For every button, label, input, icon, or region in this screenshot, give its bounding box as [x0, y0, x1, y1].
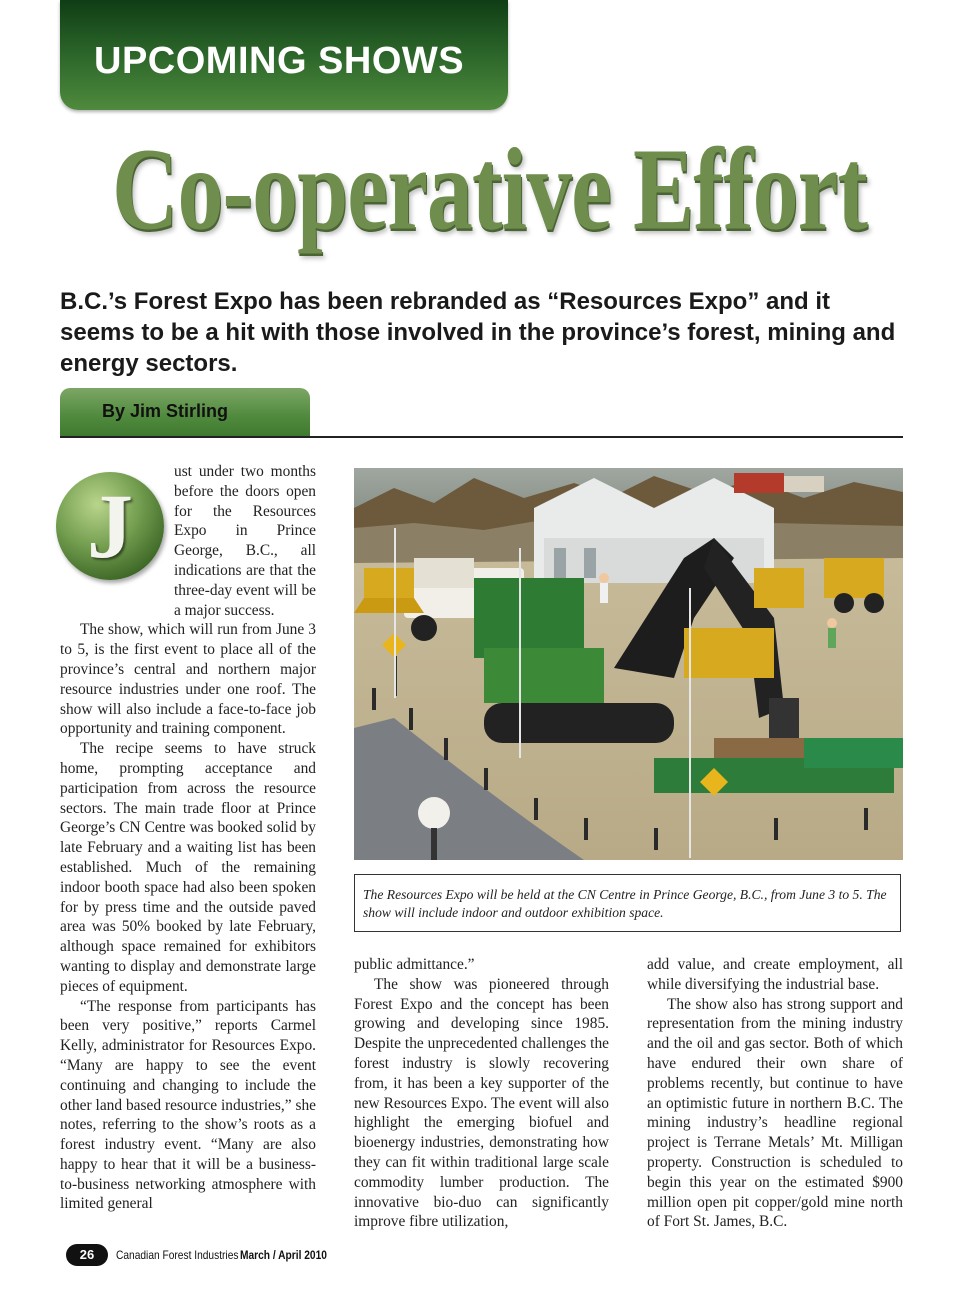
deck: B.C.’s Forest Expo has been rebranded as “Resources Expo” and it seems to be a hit with those involved in the province’s forest, mining and energy sectors. — [60, 288, 896, 377]
drop-cap-letter: J — [87, 475, 133, 577]
drop-cap — [56, 466, 166, 608]
paragraph: “The response from participants has been very positive,” reports Carmel Kelly, administrator for Resources Expo. “Many are happy to see the event continuing and changing to include the other land based resource industries,” she notes, referring to the show’s roots as a forest industry event. “Many are also happy to hear that it will be a business-to-business networking atmosphere with limited general — [60, 997, 316, 1213]
article-column-1 — [60, 462, 316, 1214]
paragraph: ust under two months before the doors open for the Resources Expo in Prince George, B.C., all indications are that the three-day event will be a major success. — [174, 463, 316, 619]
paragraph: The show also has strong support and representation from the mining industry and the oil and gas sector. Both of which have endured their own share of problems recently, but continue to have an optimistic future in northern B.C. The mining industry’s headline regional project is Terrane Metals’ Mt. Milligan property. Construction is scheduled to begin this year on the estimated $900 million open pit copper/gold mine north of Fort St. James, B.C. — [647, 995, 903, 1231]
paragraph: add value, and create employment, all while diversifying the industrial base. — [647, 956, 903, 993]
paragraph: public admittance.” — [354, 956, 475, 973]
article-column-3 — [647, 955, 903, 1232]
page-footer — [66, 1243, 342, 1267]
byline: By Jim Stirling — [102, 401, 229, 421]
paragraph: The show was pioneered through Forest Expo and the concept has been growing and developing since 1985. Despite the unprecedented challenges the forest industry is slowly recovering from, it has been a key supporter of the new Resources Expo. The event will also highlight the emerging biofuel and bioenergy industries, demonstrating how they can fit within traditional large scale commodity lumber production. The innovative bio-duo can significantly improve fibre utilization, — [354, 975, 609, 1231]
photo-caption: The Resources Expo will be held at the CN Centre in Prince George, B.C., from June 3 to 5. The show will include indoor and outdoor exhibition space. — [354, 874, 901, 932]
paragraph: The recipe seems to have struck home, prompting acceptance and participation from across the resource sectors. The main trade floor at Prince George’s CN Centre was booked solid by late February and a waiting list has been established. Much of the remaining indoor booth space had also been spoken for by press time and the outside paved area was 50% booked by late February, although space remained for exhibitors wanting to display and demonstrate large pieces of equipment. — [60, 740, 316, 995]
equipment-show-photo — [354, 468, 903, 860]
byline-rule — [60, 436, 903, 438]
issue-date: March / April 2010 — [240, 1248, 328, 1262]
section-tab — [60, 0, 508, 110]
byline-bar — [60, 388, 310, 436]
publication-name: Canadian Forest Industries — [116, 1248, 239, 1262]
headline: Co-operative Effort — [112, 123, 868, 255]
paragraph: The show, which will run from June 3 to 5, is the first event to place all of the province’s central and northern major resource industries under one roof. The show will also include a face-to-face job opportunity and training component. — [60, 621, 316, 738]
article-column-2 — [354, 955, 609, 1232]
page-number: 26 — [66, 1244, 108, 1266]
section-label: UPCOMING SHOWS — [94, 40, 465, 82]
